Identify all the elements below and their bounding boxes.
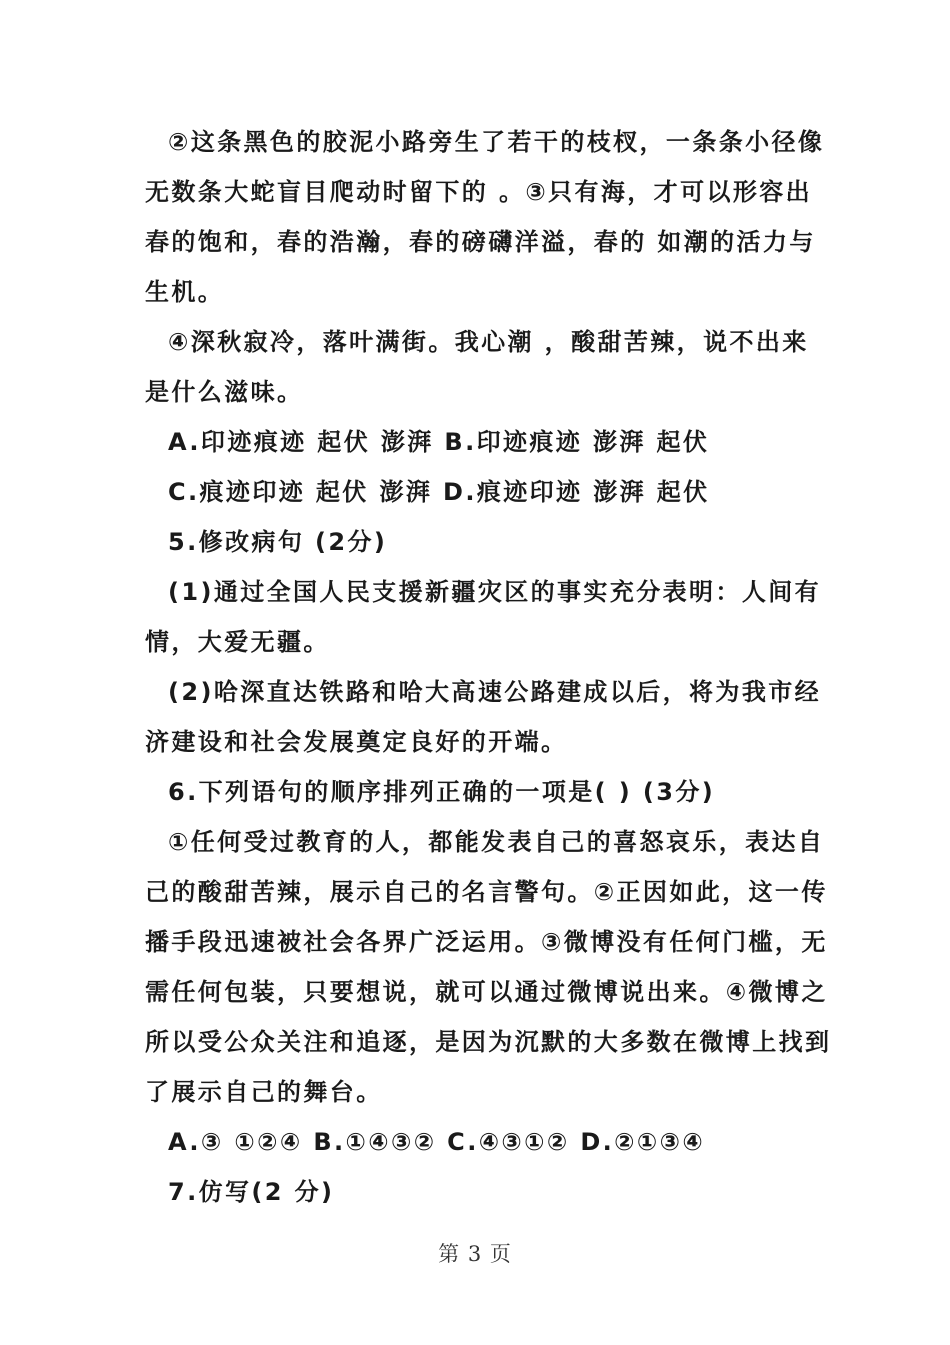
- text-line: 己的酸甜苦辣，展示自己的名言警句。②正因如此，这一传: [145, 878, 828, 906]
- text-line: ④深秋寂冷，落叶满街。我心潮 ，酸甜苦辣，说不出来: [168, 328, 809, 356]
- text-line: ②这条黑色的胶泥小路旁生了若干的枝杈，一条条小径像: [168, 128, 825, 156]
- answer-options-line: A.印迹痕迹 起伏 澎湃 B.印迹痕迹 澎湃 起伏: [168, 428, 710, 456]
- answer-options-line: C.痕迹印迹 起伏 澎湃 D.痕迹印迹 澎湃 起伏: [168, 478, 710, 506]
- text-line: ①任何受过教育的人，都能发表自己的喜怒哀乐，表达自: [168, 828, 825, 856]
- text-line: (1)通过全国人民支援新疆灾区的事实充分表明：人间有: [168, 578, 822, 606]
- text-line: 春的饱和，春的浩瀚，春的磅礴洋溢，春的 如潮的活力与: [145, 228, 816, 256]
- text-line: 无数条大蛇盲目爬动时留下的 。③只有海，才可以形容出: [145, 178, 813, 206]
- text-line: 了展示自己的舞台。: [145, 1078, 383, 1106]
- page-number-footer: 第 3 页: [438, 1242, 512, 1266]
- question-heading: 6.下列语句的顺序排列正确的一项是( ) (3分): [168, 778, 716, 806]
- text-line: 需任何包装，只要想说，就可以通过微博说出来。④微博之: [145, 978, 828, 1006]
- text-line: 济建设和社会发展奠定良好的开端。: [145, 728, 568, 756]
- text-line: 生机。: [145, 278, 225, 306]
- question-heading: 7.仿写(2 分): [168, 1178, 335, 1206]
- answer-options-line: A.③ ①②④ B.①④③② C.④③①② D.②①③④: [168, 1128, 706, 1156]
- text-line: (2)哈深直达铁路和哈大高速公路建成以后，将为我市经: [168, 678, 822, 706]
- question-heading: 5.修改病句 (2分): [168, 528, 388, 556]
- text-line: 所以受公众关注和追逐，是因为沉默的大多数在微博上找到: [145, 1028, 832, 1056]
- text-line: 播手段迅速被社会各界广泛运用。③微博没有任何门槛，无: [145, 928, 828, 956]
- text-line: 是什么滋味。: [145, 378, 304, 406]
- text-line: 情，大爱无疆。: [145, 628, 330, 656]
